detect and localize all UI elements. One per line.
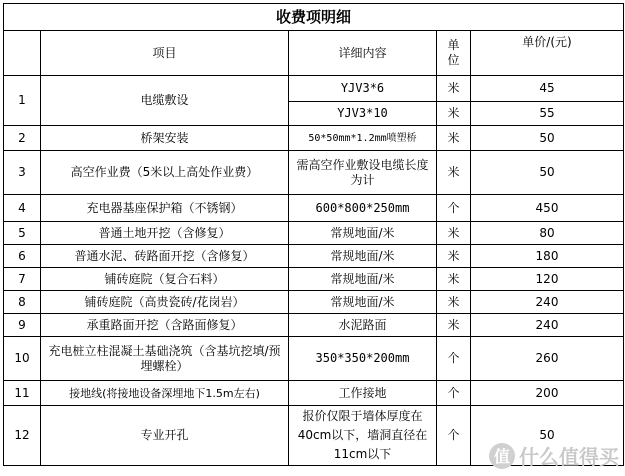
row-price: 180 <box>471 245 624 268</box>
row-item: 接地线(将接地设备深埋地下1.5m左右) <box>41 381 289 406</box>
row-no: 6 <box>4 245 41 268</box>
row-price: 120 <box>471 268 624 291</box>
row-unit: 米 <box>437 222 471 245</box>
row-no: 8 <box>4 291 41 314</box>
row-no: 2 <box>4 126 41 151</box>
row-detail: 常规地面/米 <box>289 245 437 268</box>
row-item: 充电器基座保护箱（不锈钢） <box>41 195 289 222</box>
table-row <box>4 268 624 291</box>
row-detail: 常规地面/米 <box>289 222 437 245</box>
row-price: 80 <box>471 222 624 245</box>
row-no: 12 <box>4 406 41 466</box>
row-detail: 600*800*250mm <box>289 195 437 222</box>
row-item: 普通水泥、砖路面开挖（含修复） <box>41 245 289 268</box>
row-no: 7 <box>4 268 41 291</box>
row-price: 240 <box>471 291 624 314</box>
table-row <box>4 291 624 314</box>
row-detail: 350*350*200mm <box>289 337 437 381</box>
row-price: 45 <box>471 76 624 102</box>
row-price: 50 <box>471 151 624 195</box>
row-detail: 常规地面/米 <box>289 268 437 291</box>
row-unit: 个 <box>437 406 471 466</box>
table-row <box>4 314 624 337</box>
table-row <box>4 151 624 195</box>
row-item: 充电桩立柱混凝土基础浇筑（含基坑挖填/预埋螺栓） <box>41 337 289 381</box>
row-price: 450 <box>471 195 624 222</box>
row-price: 200 <box>471 381 624 406</box>
row-price: 55 <box>471 102 624 126</box>
table-row <box>4 381 624 406</box>
watermark-logo-icon: 值 <box>489 443 515 469</box>
row-unit: 米 <box>437 245 471 268</box>
row-item: 专业开孔 <box>41 406 289 466</box>
fee-detail-table <box>3 3 624 466</box>
row-unit: 米 <box>437 76 471 102</box>
row-detail: 50*50mm*1.2mm喷塑桥 <box>289 126 437 151</box>
table-row <box>4 245 624 268</box>
row-unit: 米 <box>437 291 471 314</box>
header-detail: 详细内容 <box>289 31 437 76</box>
row-no: 3 <box>4 151 41 195</box>
row-detail: YJV3*10 <box>289 102 437 126</box>
watermark-text: 什么值得买 <box>519 445 619 469</box>
row-no: 5 <box>4 222 41 245</box>
row-price: 50 <box>471 406 624 466</box>
row-no: 4 <box>4 195 41 222</box>
header-unit: 单 位 <box>437 31 471 76</box>
row-unit: 米 <box>437 151 471 195</box>
row-item: 铺砖庭院（复合石料） <box>41 268 289 291</box>
row-unit: 个 <box>437 337 471 381</box>
table-row <box>4 222 624 245</box>
row-price: 260 <box>471 337 624 381</box>
row-unit: 个 <box>437 195 471 222</box>
row-item: 铺砖庭院（高贵瓷砖/花岗岩） <box>41 291 289 314</box>
row-item: 桥架安装 <box>41 126 289 151</box>
table-row <box>4 76 624 102</box>
row-no: 1 <box>4 76 41 126</box>
row-unit: 米 <box>437 102 471 126</box>
row-detail: YJV3*6 <box>289 76 437 102</box>
row-price: 240 <box>471 314 624 337</box>
row-detail: 报价仅限于墙体厚度在40cm以下，墙洞直径在11cm以下 <box>289 406 437 466</box>
row-detail: 工作接地 <box>289 381 437 406</box>
row-item: 电缆敷设 <box>41 76 289 126</box>
header-price: 单价/(元) <box>471 31 624 76</box>
row-detail: 水泥路面 <box>289 314 437 337</box>
table-row <box>4 406 624 466</box>
table-row <box>4 195 624 222</box>
row-item: 高空作业费（5米以上高处作业费） <box>41 151 289 195</box>
table-row <box>4 337 624 381</box>
header-item: 项目 <box>41 31 289 76</box>
row-no: 10 <box>4 337 41 381</box>
row-detail: 需高空作业敷设电缆长度为计 <box>289 151 437 195</box>
row-item: 普通土地开挖（含修复） <box>41 222 289 245</box>
row-unit: 个 <box>437 381 471 406</box>
row-no: 11 <box>4 381 41 406</box>
row-detail: 常规地面/米 <box>289 291 437 314</box>
row-unit: 米 <box>437 314 471 337</box>
table-title: 收费项明细 <box>4 4 624 31</box>
row-item: 承重路面开挖（含路面修复） <box>41 314 289 337</box>
row-price: 50 <box>471 126 624 151</box>
table-row <box>4 126 624 151</box>
header-no <box>4 31 41 76</box>
row-unit: 米 <box>437 268 471 291</box>
row-no: 9 <box>4 314 41 337</box>
row-unit: 米 <box>437 126 471 151</box>
